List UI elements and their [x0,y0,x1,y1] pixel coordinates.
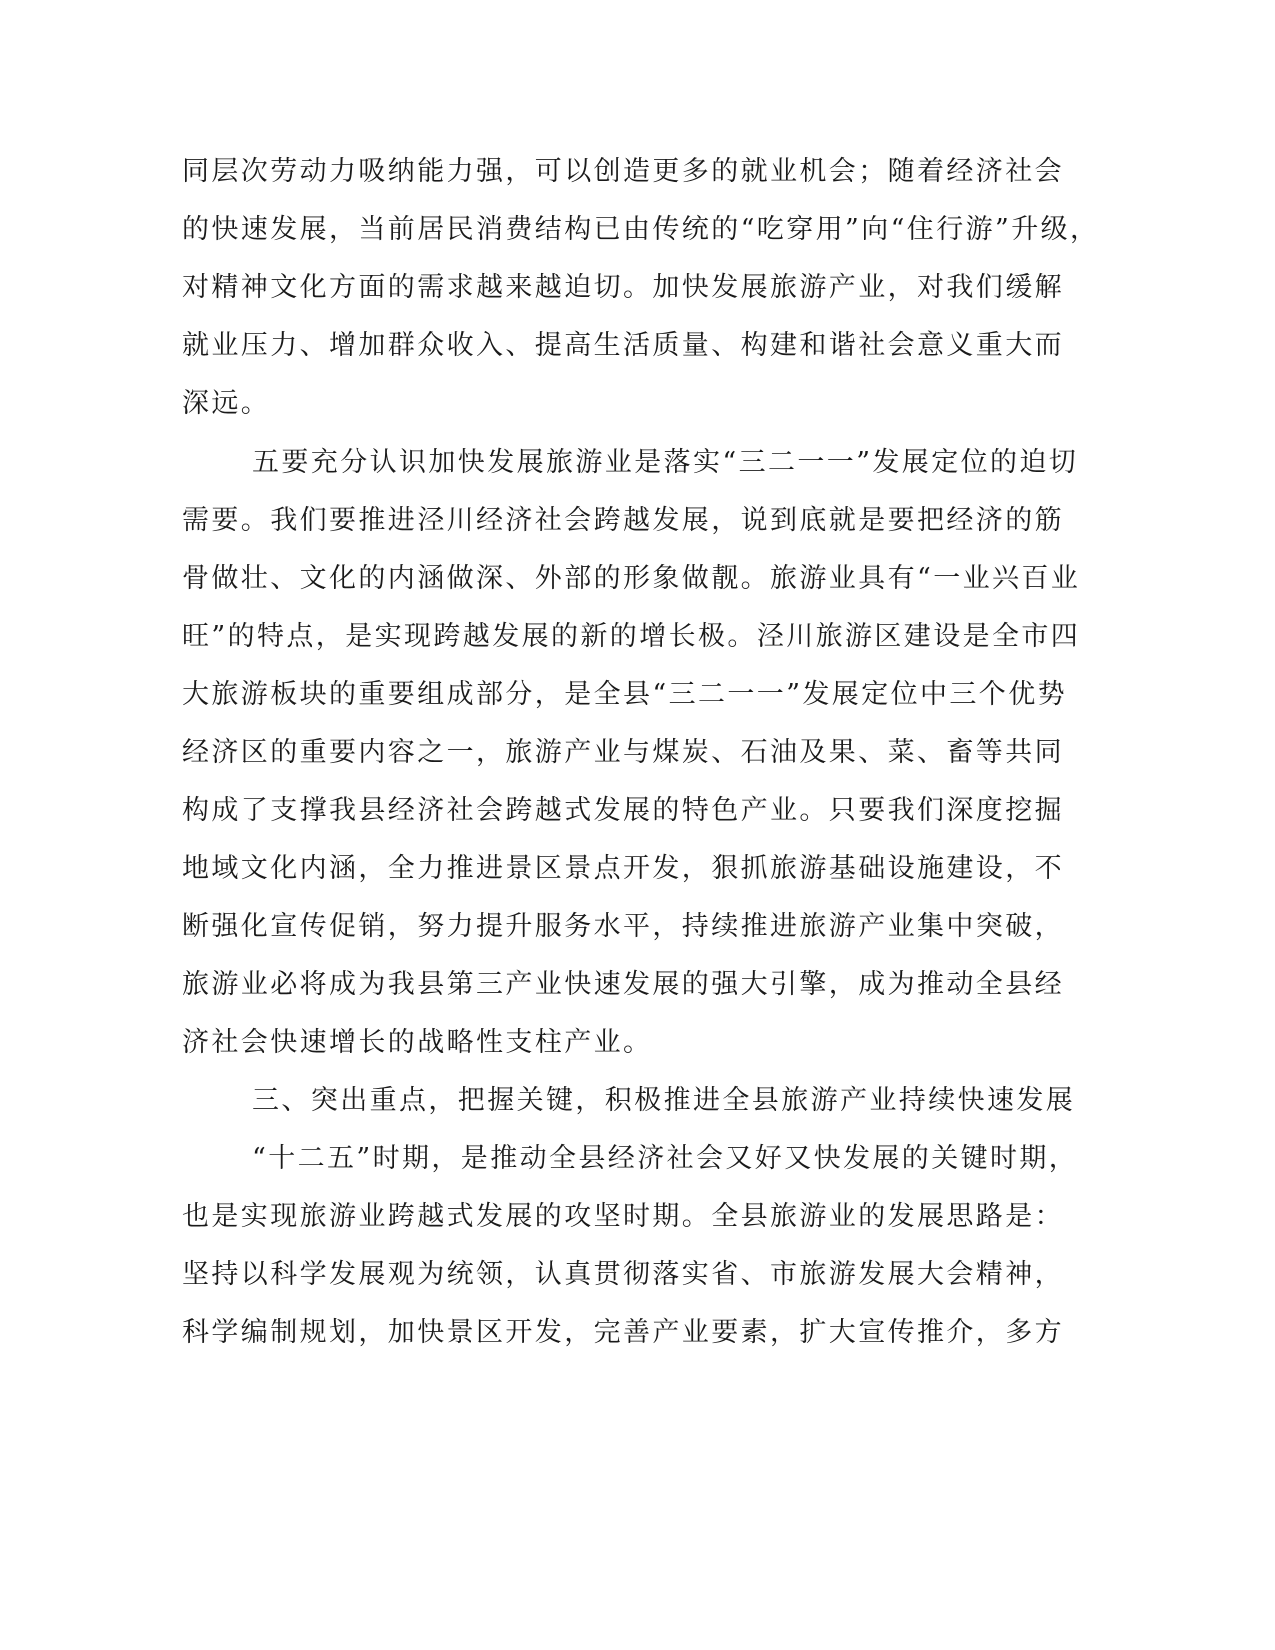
text-line: 科学编制规划，加快景区开发，完善产业要素，扩大宣传推介，多方 [182,1317,1064,1348]
text-line: 对精神文化方面的需求越来越迫切。加快发展旅游产业，对我们缓解 [182,272,1064,303]
text-line: 同层次劳动力吸纳能力强，可以创造更多的就业机会；随着经济社会 [182,156,1064,187]
text-line: 需要。我们要推进泾川经济社会跨越发展，说到底就是要把经济的筋 [182,505,1064,536]
text-line: 济社会快速增长的战略性支柱产业。 [182,1027,653,1058]
text-line: 深远。 [182,388,271,419]
text-line: 也是实现旅游业跨越式发展的攻坚时期。全县旅游业的发展思路是： [182,1201,1064,1232]
section-heading: 三、突出重点，把握关键，积极推进全县旅游产业持续快速发展 [252,1085,1076,1116]
text-line: 地域文化内涵，全力推进景区景点开发，狠抓旅游基础设施建设，不 [182,853,1064,884]
text-line: 骨做壮、文化的内涵做深、外部的形象做靓。旅游业具有“一业兴百业 [182,563,1081,594]
text-line: 大旅游板块的重要组成部分，是全县“三二一一”发展定位中三个优势 [182,679,1068,710]
paragraph-start-line: “十二五”时期，是推动全县经济社会又好又快发展的关键时期， [252,1143,1079,1174]
text-line: 坚持以科学发展观为统领，认真贯彻落实省、市旅游发展大会精神， [182,1259,1064,1290]
text-line: 经济区的重要内容之一，旅游产业与煤炭、石油及果、菜、畜等共同 [182,737,1064,768]
paragraph-start-line: 五要充分认识加快发展旅游业是落实“三二一一”发展定位的迫切 [252,447,1079,478]
text-line: 的快速发展，当前居民消费结构已由传统的“吃穿用”向“住行游”升级， [182,214,1100,245]
text-line: 旅游业必将成为我县第三产业快速发展的强大引擎，成为推动全县经 [182,969,1064,1000]
text-line: 就业压力、增加群众收入、提高生活质量、构建和谐社会意义重大而 [182,330,1064,361]
text-line: 旺”的特点，是实现跨越发展的新的增长极。泾川旅游区建设是全市四 [182,621,1081,652]
text-line: 构成了支撑我县经济社会跨越式发展的特色产业。只要我们深度挖掘 [182,795,1064,826]
text-line: 断强化宣传促销，努力提升服务水平，持续推进旅游产业集中突破， [182,911,1064,942]
